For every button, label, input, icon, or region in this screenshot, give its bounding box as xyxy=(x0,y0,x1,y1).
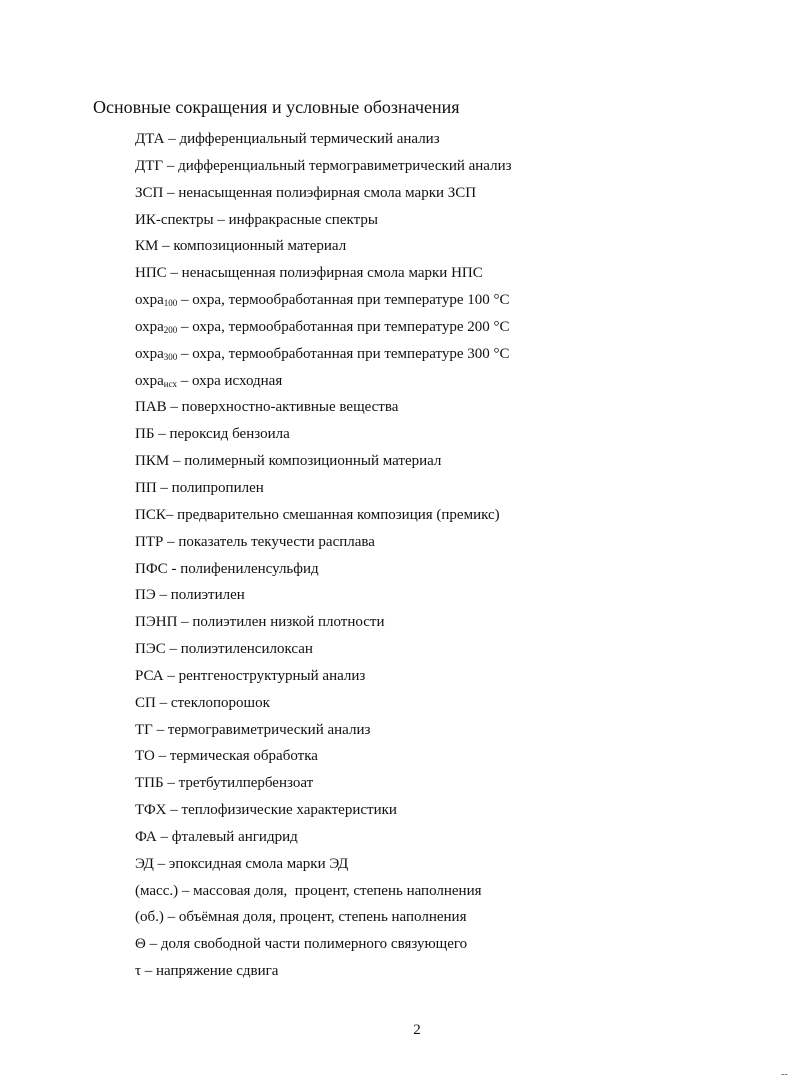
page-title: Основные сокращения и условные обозначения xyxy=(93,97,460,117)
abbreviation-separator: – xyxy=(163,533,179,550)
abbreviation-definition: полиэтилен xyxy=(170,587,245,604)
abbreviation-item xyxy=(135,851,512,878)
abbreviation-separator: – xyxy=(177,292,193,309)
abbreviation-separator: – xyxy=(165,641,181,658)
abbreviation-separator: – xyxy=(156,479,172,496)
abbreviation-term: ТФХ xyxy=(135,802,167,819)
abbreviation-term: охра$_{исх}$ xyxy=(135,372,177,389)
abbreviation-definition: объёмная доля, процент, степень наполнения xyxy=(178,909,467,926)
abbreviation-separator: – xyxy=(163,184,179,201)
abbreviation-separator: – xyxy=(165,506,178,523)
abbreviation-list xyxy=(135,126,512,985)
abbreviation-item xyxy=(135,233,512,260)
abbreviation-term: ДТА xyxy=(135,131,165,147)
abbreviation-item xyxy=(135,287,512,314)
abbreviation-definition: инфракрасные спектры xyxy=(228,211,378,228)
abbreviation-item xyxy=(135,126,512,153)
abbreviation-item xyxy=(135,958,512,985)
abbreviation-item xyxy=(135,717,512,744)
abbreviation-definition: композиционный материал xyxy=(173,238,347,255)
abbreviation-separator: - xyxy=(167,560,181,577)
abbreviation-term: РСА xyxy=(135,667,164,684)
abbreviation-definition: термическая обработка xyxy=(169,748,318,765)
abbreviation-term: КМ xyxy=(135,238,159,255)
abbreviation-item xyxy=(135,582,512,609)
abbreviation-term: ПБ xyxy=(135,426,155,443)
abbreviation-separator: – xyxy=(141,963,157,980)
abbreviation-item xyxy=(135,824,512,851)
abbreviation-item xyxy=(135,448,512,475)
abbreviation-definition: полимерный композиционный материал xyxy=(184,453,442,470)
abbreviation-separator: – xyxy=(155,587,171,604)
abbreviation-item xyxy=(135,556,512,583)
abbreviation-item xyxy=(135,797,512,824)
abbreviation-term: ТПБ xyxy=(135,775,164,792)
abbreviation-separator: – xyxy=(158,238,174,255)
abbreviation-subscript: 100 xyxy=(163,298,178,309)
abbreviation-term: ИК-спектры xyxy=(135,211,214,228)
abbreviation-separator: – xyxy=(153,855,169,872)
abbreviation-definition: поверхностно-активные вещества xyxy=(181,399,399,416)
abbreviation-item xyxy=(135,663,512,690)
abbreviation-item xyxy=(135,529,512,556)
abbreviation-item xyxy=(135,878,512,905)
abbreviation-item xyxy=(135,690,512,717)
abbreviation-item xyxy=(135,636,512,663)
abbreviation-separator: – xyxy=(166,802,182,819)
abbreviation-item xyxy=(135,475,512,502)
abbreviation-term: ПФС xyxy=(135,560,168,577)
abbreviation-term: Θ xyxy=(135,936,146,953)
abbreviation-item xyxy=(135,931,512,958)
abbreviation-definition: показатель текучести расплава xyxy=(178,533,375,550)
abbreviation-separator: – xyxy=(166,265,182,282)
abbreviation-term: τ xyxy=(135,963,142,980)
abbreviation-item xyxy=(135,180,512,207)
abbreviation-term: ПЭНП xyxy=(135,614,178,631)
abbreviation-item xyxy=(135,421,512,448)
abbreviation-item xyxy=(135,153,512,180)
abbreviation-definition: охра, термообработанная при температуре 300 °С xyxy=(192,345,510,362)
abbreviation-term: охра$_{200}$ xyxy=(135,318,178,335)
abbreviation-separator: – xyxy=(166,399,182,416)
abbreviation-term: ПСК xyxy=(135,506,166,523)
abbreviation-item xyxy=(135,904,512,931)
abbreviation-definition: дифференциальный термогравиметрический анализ xyxy=(178,157,512,174)
abbreviation-definition: третбутилпербензоат xyxy=(178,775,314,792)
abbreviation-separator: – xyxy=(213,211,229,228)
abbreviation-item xyxy=(135,502,512,529)
abbreviation-item xyxy=(135,341,512,368)
abbreviation-item xyxy=(135,743,512,770)
abbreviation-term: ПЭС xyxy=(135,641,166,658)
abbreviation-definition: дифференциальный термический анализ xyxy=(179,131,440,147)
abbreviation-term: СП xyxy=(135,694,156,711)
abbreviation-separator: – xyxy=(155,694,171,711)
abbreviation-separator: – xyxy=(152,721,168,738)
abbreviation-term: ПТР xyxy=(135,533,164,550)
abbreviation-definition: полифениленсульфид xyxy=(180,560,319,577)
abbreviation-definition: полипропилен xyxy=(171,479,264,496)
abbreviation-item xyxy=(135,207,512,234)
abbreviation-item xyxy=(135,314,512,341)
abbreviation-separator: – xyxy=(164,131,180,147)
abbreviation-definition: охра исходная xyxy=(192,372,283,389)
abbreviation-item xyxy=(135,260,512,287)
abbreviation-definition: полиэтилен низкой плотности xyxy=(192,614,385,631)
abbreviation-definition: стеклопорошок xyxy=(170,694,270,711)
abbreviation-term: ФА xyxy=(135,828,157,845)
abbreviation-definition: термогравиметрический анализ xyxy=(167,721,371,738)
abbreviation-definition: пероксид бензоила xyxy=(169,426,290,443)
abbreviation-term: охра$_{300}$ xyxy=(135,345,178,362)
abbreviation-separator: – xyxy=(154,748,170,765)
abbreviation-separator: – xyxy=(163,775,179,792)
abbreviation-definition: предварительно смешанная композиция (премикс) xyxy=(177,506,500,523)
abbreviation-separator: – xyxy=(163,667,179,684)
abbreviation-definition: напряжение сдвига xyxy=(156,963,279,980)
abbreviation-separator: – xyxy=(169,453,185,470)
abbreviation-definition: теплофизические характеристики xyxy=(181,802,397,819)
abbreviation-term: ЭД xyxy=(135,855,154,872)
abbreviation-definition: охра, термообработанная при температуре 100 °С xyxy=(192,292,510,309)
abbreviation-separator: – xyxy=(178,882,194,899)
abbreviation-item xyxy=(135,394,512,421)
abbreviation-item xyxy=(135,609,512,636)
corner-mark: -- xyxy=(781,1069,788,1080)
abbreviation-subscript: 300 xyxy=(163,351,178,362)
abbreviation-term: ПКМ xyxy=(135,453,170,470)
abbreviation-separator: – xyxy=(177,318,193,335)
abbreviation-definition: доля свободной части полимерного связующего xyxy=(160,936,468,953)
abbreviation-separator: – xyxy=(154,426,170,443)
abbreviation-definition: охра, термообработанная при температуре 200 °С xyxy=(192,318,510,335)
abbreviation-item xyxy=(135,368,512,395)
abbreviation-separator: – xyxy=(145,936,161,953)
abbreviation-separator: – xyxy=(156,828,172,845)
abbreviation-term: ЗСП xyxy=(135,184,164,201)
abbreviation-definition: ненасыщенная полиэфирная смола марки НПС xyxy=(181,265,483,282)
abbreviation-term: (об.) xyxy=(135,909,164,926)
abbreviation-separator: – xyxy=(177,614,193,631)
abbreviation-definition: полиэтиленсилоксан xyxy=(180,641,313,658)
abbreviation-subscript: 200 xyxy=(163,324,178,335)
page-number: 2 xyxy=(413,1022,421,1038)
abbreviation-definition: ненасыщенная полиэфирная смола марки ЗСП xyxy=(178,184,477,201)
abbreviation-separator: – xyxy=(163,157,179,174)
abbreviation-item xyxy=(135,770,512,797)
abbreviation-separator: – xyxy=(177,345,193,362)
abbreviation-definition: массовая доля, процент, степень наполнения xyxy=(193,882,482,899)
abbreviation-separator: – xyxy=(177,372,192,389)
abbreviation-term: ДТГ xyxy=(135,157,164,174)
abbreviation-term: охра$_{100}$ xyxy=(135,292,178,309)
abbreviation-term: (масс.) xyxy=(135,882,179,899)
abbreviation-term: ТГ xyxy=(135,721,153,738)
abbreviation-term: ПП xyxy=(135,479,157,496)
abbreviation-term: ПЭ xyxy=(135,587,156,604)
abbreviation-separator: – xyxy=(163,909,179,926)
abbreviation-term: ТО xyxy=(135,748,155,765)
abbreviation-definition: рентгеноструктурный анализ xyxy=(178,667,366,684)
abbreviation-definition: фталевый ангидрид xyxy=(171,828,298,845)
abbreviation-term: НПС xyxy=(135,265,167,282)
abbreviation-definition: эпоксидная смола марки ЭД xyxy=(168,855,349,872)
abbreviation-subscript: исх xyxy=(163,378,177,389)
abbreviation-term: ПАВ xyxy=(135,399,167,416)
